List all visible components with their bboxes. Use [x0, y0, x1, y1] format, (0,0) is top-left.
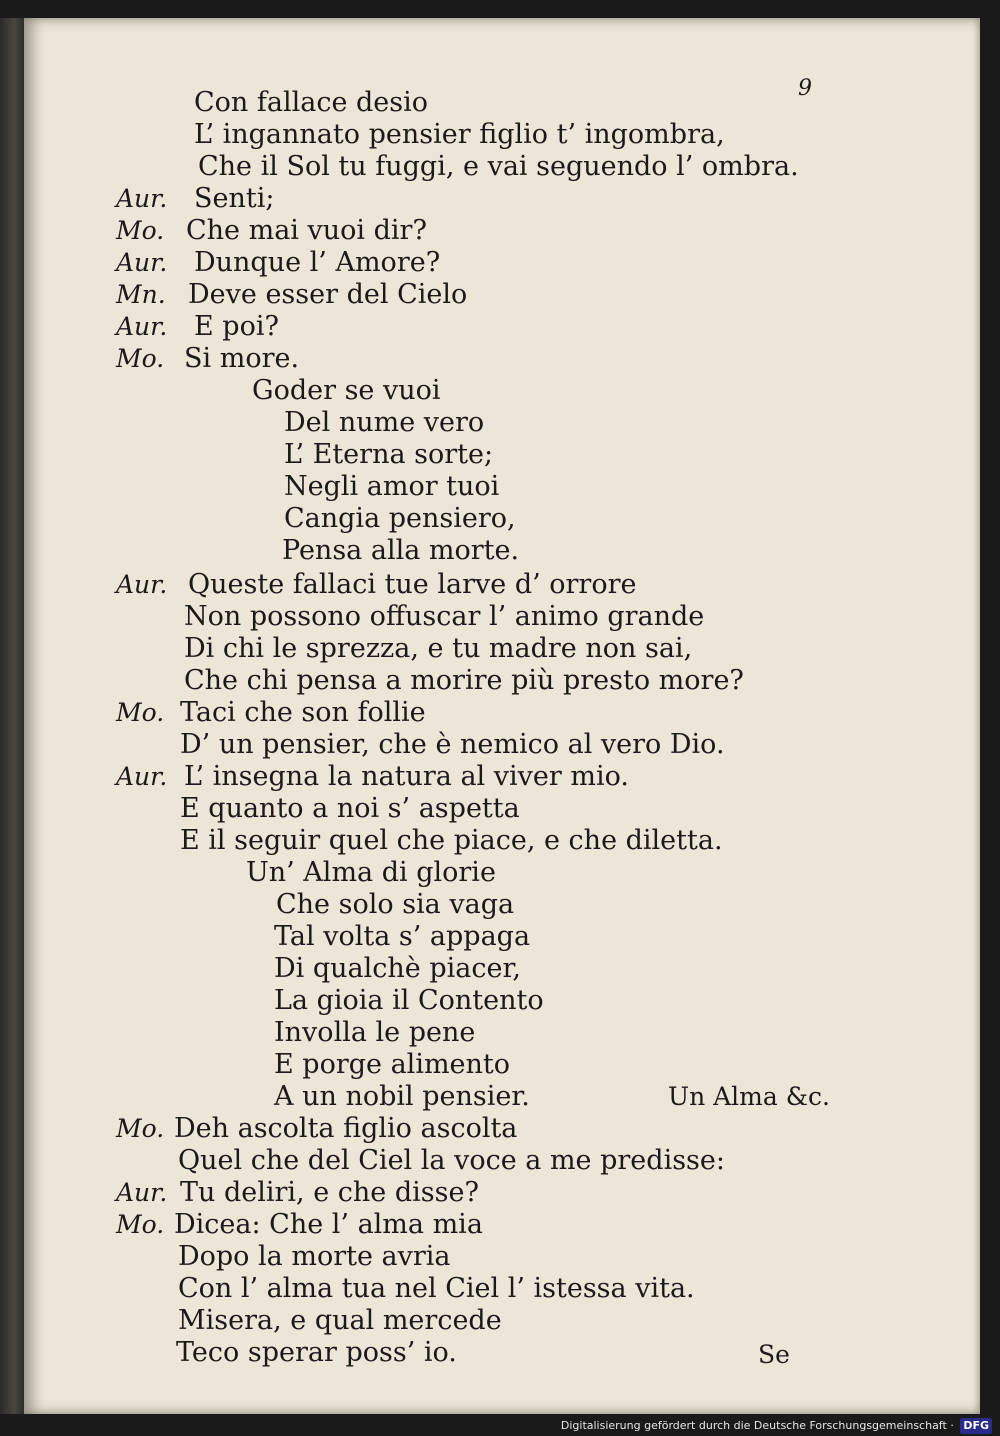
verse-line: Taci che son follie	[180, 697, 426, 728]
verse-line: Goder se vuoi	[252, 375, 441, 406]
verse-line: E poi?	[194, 311, 279, 342]
speaker-label: Aur.	[116, 184, 168, 213]
verse-line: Con l’ alma tua nel Ciel l’ istessa vita.	[178, 1273, 695, 1304]
verse-line: Si more.	[184, 343, 300, 374]
verse-line: D’ un pensier, che è nemico al vero Dio.	[180, 729, 725, 760]
verse-line: Dicea: Che l’ alma mia	[174, 1209, 483, 1240]
speaker-label: Aur.	[116, 1178, 168, 1207]
verse-line: Deve esser del Cielo	[188, 279, 468, 310]
catchword: Se	[758, 1340, 790, 1369]
speaker-label: Mn.	[116, 280, 166, 309]
speaker-label: Mo.	[116, 698, 165, 727]
verse-line: Senti;	[194, 183, 275, 214]
book-binding	[0, 18, 24, 1414]
verse-line: Che mai vuoi dir?	[186, 215, 427, 246]
verse-line: L’ ingannato pensier figlio t’ ingombra,	[194, 119, 725, 150]
verse-line: Dopo la morte avria	[178, 1241, 451, 1272]
verse-line: E quanto a noi s’ aspetta	[180, 793, 520, 824]
speaker-label: Aur.	[116, 248, 168, 277]
verse-line: Teco sperar poss’ io.	[176, 1337, 457, 1368]
speaker-label: Mo.	[116, 1114, 165, 1143]
verse-line: Che chi pensa a morire più presto more?	[184, 665, 744, 696]
verse-line: Di chi le sprezza, e tu madre non sai,	[184, 633, 693, 664]
verse-line: Che il Sol tu fuggi, e vai seguendo l’ ombra.	[198, 151, 799, 182]
verse-line: Che solo sia vaga	[276, 889, 515, 920]
verse-line: Con fallace desio	[194, 87, 429, 118]
digitization-footer: Digitalisierung gefördert durch die Deutsche Forschungsgemeinschaft · DFG	[561, 1418, 992, 1434]
book-page	[24, 18, 980, 1414]
verse-line: Di qualchè piacer,	[274, 953, 521, 984]
verse-line: Quel che del Ciel la voce a me predisse:	[178, 1145, 725, 1176]
da-capo-mark: Un Alma &c.	[668, 1082, 830, 1111]
verse-line: Del nume vero	[284, 407, 485, 438]
verse-line: Tu deliri, e che disse?	[180, 1177, 479, 1208]
page-number: 9	[798, 76, 812, 101]
footer-text: Digitalisierung gefördert durch die Deutsche Forschungsgemeinschaft	[560, 1419, 947, 1432]
verse-line: Negli amor tuoi	[284, 471, 500, 502]
verse-line: Involla le pene	[274, 1017, 476, 1048]
verse-line: Deh ascolta figlio ascolta	[174, 1113, 518, 1144]
speaker-label: Mo.	[116, 1210, 165, 1239]
verse-line: E porge alimento	[274, 1049, 511, 1080]
verse-line: Non possono offuscar l’ animo grande	[184, 601, 705, 632]
speaker-label: Mo.	[116, 344, 165, 373]
verse-line: A un nobil pensier.	[274, 1081, 530, 1112]
verse-line: E il seguir quel che piace, e che diletta.	[180, 825, 723, 856]
speaker-label: Aur.	[116, 312, 168, 341]
speaker-label: Aur.	[116, 762, 168, 791]
verse-line: L’ Eterna sorte;	[284, 439, 494, 470]
speaker-label: Aur.	[116, 570, 168, 599]
verse-line: Dunque l’ Amore?	[194, 247, 441, 278]
dfg-logo: DFG	[960, 1418, 992, 1434]
verse-line: Tal volta s’ appaga	[274, 921, 531, 952]
speaker-label: Mo.	[116, 216, 165, 245]
verse-line: Un’ Alma di glorie	[246, 857, 496, 888]
verse-line: L’ insegna la natura al viver mio.	[184, 761, 629, 792]
verse-line: La gioia il Contento	[274, 985, 544, 1016]
verse-line: Misera, e qual mercede	[178, 1305, 502, 1336]
verse-line: Queste fallaci tue larve d’ orrore	[188, 569, 637, 600]
verse-line: Cangia pensiero,	[284, 503, 516, 534]
verse-line: Pensa alla morte.	[282, 535, 520, 566]
